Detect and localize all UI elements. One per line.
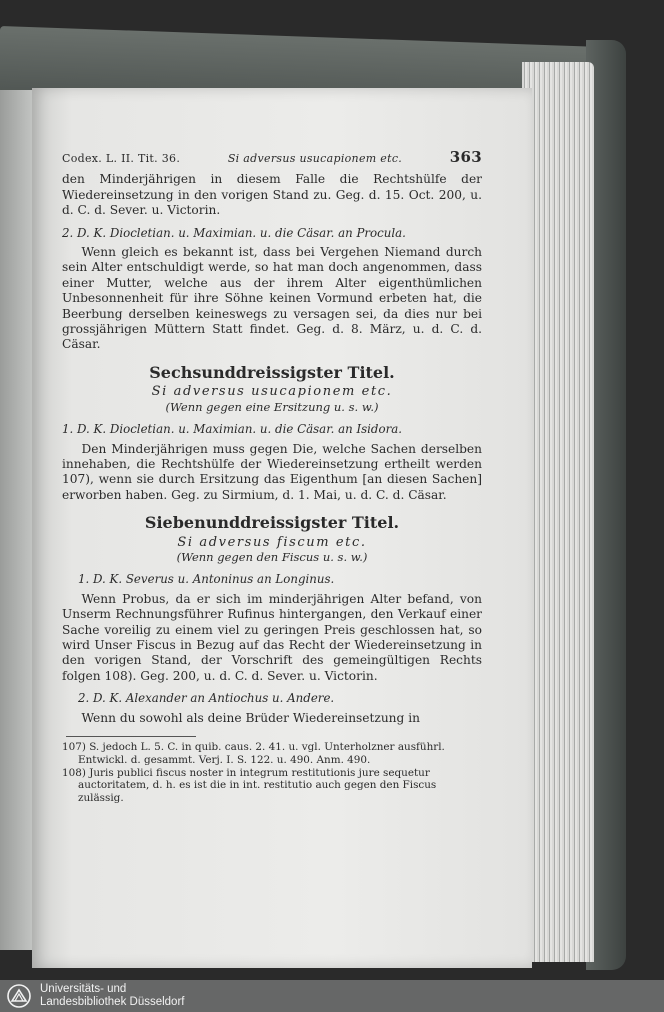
page-content (62, 150, 482, 805)
paragraph: Wenn gleich es bekannt ist, dass bei Vergehen Niemand durch sein Alter entschuldigt werde, so hat man doch angenommen, dass einer Mutter, welche aus der ihrem Alter eigenthümlichen Unbesonnenheit für ihre Söhne keinen Vormund erbeten hat, die Beerbung derselben keineswegs zu versagen sei, da dies nur bei grossjährigen Müttern Statt findet. Geg. d. 8. März, u. d. C. d. Cäsar. (62, 245, 482, 352)
paragraph: Wenn du sowohl als deine Brüder Wiedereinsetzung in (81, 710, 420, 725)
section-german-title: (Wenn gegen den Fiscus u. s. w.) (176, 549, 368, 564)
footnote-rule (66, 736, 196, 737)
section-title: Sechsunddreissigster Titel. (149, 362, 395, 382)
paragraph: den Minderjährigen in diesem Falle die Rechtshülfe der Wiedereinsetzung in den vorigen Stand zu. Geg. d. 15. Oct. 200, u. d. C. d. Sever. u. Victorin. (62, 172, 482, 218)
page-number: 363 (449, 148, 482, 166)
page-edges (522, 62, 594, 962)
running-header (62, 150, 482, 166)
paragraph: Wenn Probus, da er sich im minderjährigen Alter befand, von Unserm Rechnungsführer Rufinus hintergangen, den Verkauf einer Sache voreilig zu einem viel zu geringen Preis geschlossen hat, so wird Unser Fiscus in Bezug auf das Recht der Wiedereinsetzung in den vorigen Stand, der Vorschrift des gemeingültigen Rechts folgen 108). Geg. 200, u. d. C. d. Sever. u. Victorin. (62, 591, 482, 683)
header-title: Si adversus usucapionem etc. (227, 152, 403, 165)
rubric: 1. D. K. Diocletian. u. Maximian. u. die Cäsar. an Isidora. (62, 422, 403, 437)
footnote: 107) S. jedoch L. 5. C. in quib. caus. 2. 41. u. vgl. Unterholzner ausführl. Entwickl. d. gesammt. Verj. I. S. 122. u. 490. Anm. 490. (62, 741, 445, 766)
library-name-line2: Landesbibliothek Düsseldorf (40, 996, 185, 1008)
section-latin-title: Si adversus usucapionem etc. (151, 384, 393, 400)
paragraph: Den Minderjährigen muss gegen Die, welche Sachen derselben innehaben, die Rechtshülfe der Wiedereinsetzung ertheilt werden 107), wenn sie durch Ersitzung das Eigenthum [an diesen Sachen] erworben haben. Geg. zu Sirmium, d. 1. Mai, u. d. C. d. Cäsar. (62, 441, 482, 502)
section-latin-title: Si adversus fiscum etc. (177, 534, 367, 550)
library-footer (0, 980, 664, 1012)
ulb-logo-icon (6, 983, 32, 1009)
footnote: 108) Juris publici fiscus noster in integrum restitutionis jure sequetur auctoritatem, d. h. es ist die in int. restitutio auch gegen den Fiscus zulässig. (62, 766, 437, 805)
rubric: 2. D. K. Alexander an Antiochus u. Andere. (78, 691, 335, 706)
header-codex: Codex. L. II. Tit. 36. (62, 152, 181, 165)
library-name-line1: Universitäts- und (40, 982, 127, 995)
section-title: Siebenunddreissigster Titel. (144, 513, 400, 533)
library-name (40, 983, 184, 1010)
rubric: 1. D. K. Severus u. Antoninus an Longinus. (78, 572, 335, 587)
section-german-title: (Wenn gegen eine Ersitzung u. s. w.) (165, 399, 379, 414)
book-page (32, 88, 532, 968)
rubric: 2. D. K. Diocletian. u. Maximian. u. die Cäsar. an Procula. (62, 225, 406, 240)
